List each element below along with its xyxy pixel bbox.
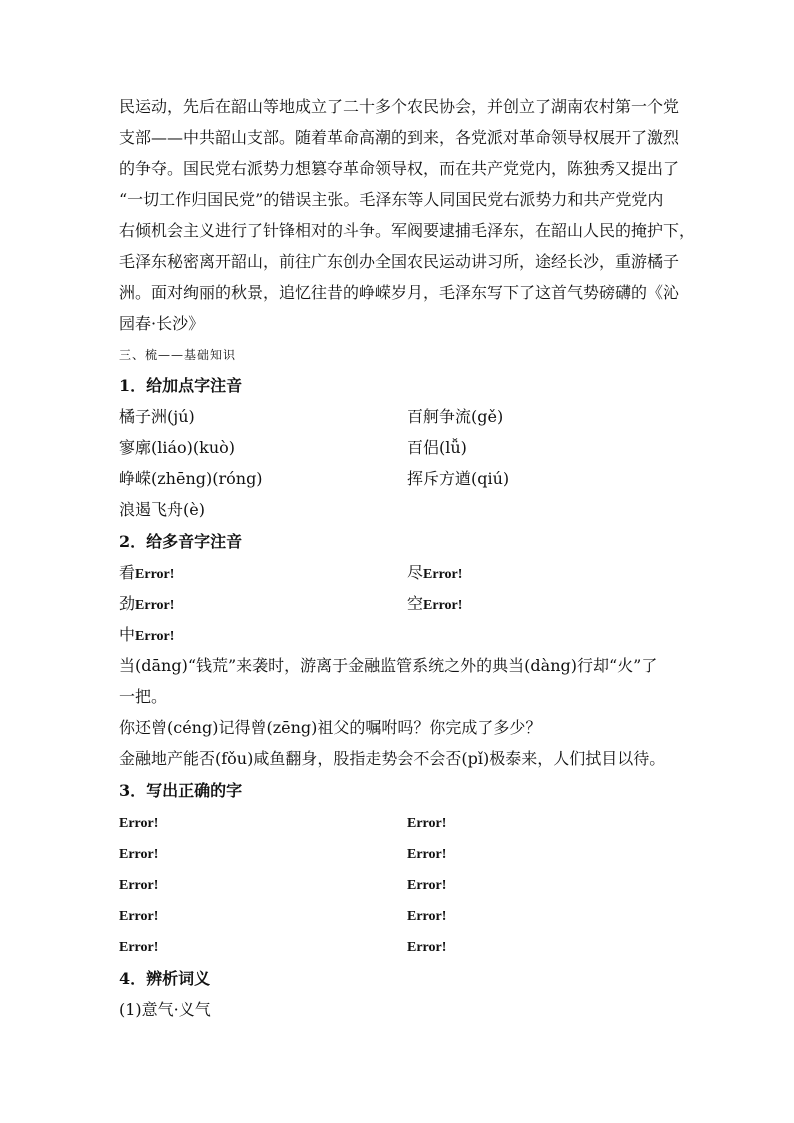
q1-item: 挥斥方遒(qiú): [407, 469, 510, 488]
q2-item: [119, 625, 174, 647]
intro-line: 支部——中共韶山支部。随着革命高潮的到来，各党派对革命领导权展开了激烈: [119, 128, 680, 147]
q4-item: (1)意气·义气: [119, 1000, 211, 1019]
q1-item: 百侣(lǚ): [407, 438, 467, 457]
q2-char: 中: [119, 625, 136, 644]
error-field: Error!: [119, 816, 159, 831]
q2-char: 劲: [119, 594, 136, 613]
q1-item: 橘子洲(jú): [119, 407, 195, 426]
error-field: Error!: [423, 598, 463, 613]
q1-item: 浪遏飞舟(è): [119, 500, 205, 519]
error-field: Error!: [135, 567, 175, 582]
intro-line: 园春·长沙》: [119, 314, 205, 333]
q1-item: 百舸争流(gě): [407, 407, 504, 426]
intro-line: 毛泽东秘密离开韶山，前往广东创办全国农民运动讲习所，途经长沙，重游橘子: [119, 252, 680, 271]
q2-sentence: 当(dāng)“钱荒”来袭时，游离于金融监管系统之外的典当(dàng)行却“火”了: [119, 656, 658, 675]
intro-line: 洲。面对绚丽的秋景，追忆往昔的峥嵘岁月，毛泽东写下了这首气势磅礴的《沁: [119, 283, 680, 302]
q2-item: [407, 594, 462, 616]
q2-item: [119, 594, 174, 616]
question-1-title: 1．给加点字注音: [119, 376, 243, 395]
q2-char: 尽: [407, 563, 424, 582]
q1-item: 寥廓(liáo)(kuò): [119, 438, 236, 457]
error-field: Error!: [407, 878, 447, 893]
error-field: Error!: [119, 940, 159, 955]
intro-line: 的争夺。国民党右派势力想篡夺革命领导权，而在共产党党内，陈独秀又提出了: [119, 159, 680, 178]
q2-char: 看: [119, 563, 136, 582]
error-field: Error!: [407, 940, 447, 955]
error-field: Error!: [423, 567, 463, 582]
q1-item: 峥嵘(zhēng)(róng): [119, 469, 263, 488]
error-field: Error!: [119, 878, 159, 893]
error-field: Error!: [119, 847, 159, 862]
error-field: Error!: [407, 816, 447, 831]
question-2-title: 2．给多音字注音: [119, 532, 243, 551]
q2-char: 空: [407, 594, 424, 613]
q2-item: [407, 563, 462, 585]
intro-line: 右倾机会主义进行了针锋相对的斗争。军阀要逮捕毛泽东，在韶山人民的掩护下，: [119, 221, 696, 240]
error-field: Error!: [135, 598, 175, 613]
intro-line: 民运动，先后在韶山等地成立了二十多个农民协会，并创立了湖南农村第一个党: [119, 97, 680, 116]
intro-line: “一切工作归国民党”的错误主张。毛泽东等人同国民党右派势力和共产党党内: [119, 190, 664, 209]
question-3-title: 3．写出正确的字: [119, 781, 243, 800]
q2-sentence: 一把。: [119, 687, 168, 706]
question-4-title: 4．辨析词义: [119, 969, 211, 988]
error-field: Error!: [407, 847, 447, 862]
q2-sentence: 金融地产能否(fǒu)咸鱼翻身，股指走势会不会否(pǐ)极泰来，人们拭目以待。: [119, 749, 666, 768]
q2-sentence: 你还曾(céng)记得曾(zēng)祖父的嘱咐吗？你完成了多少？: [119, 718, 542, 737]
section-heading: 三、梳——基础知识: [119, 348, 237, 362]
error-field: Error!: [135, 629, 175, 644]
error-field: Error!: [119, 909, 159, 924]
q2-item: [119, 563, 174, 585]
error-field: Error!: [407, 909, 447, 924]
